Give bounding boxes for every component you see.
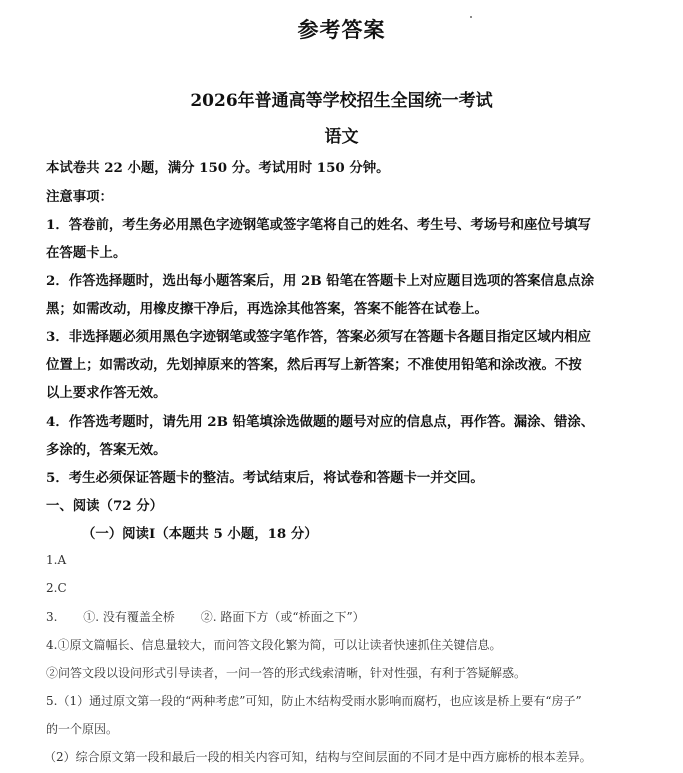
notice-5-line-1: 5．考生必须保证答题卡的整洁。考试结束后，将试卷和答题卡一并交回。 — [46, 470, 484, 486]
answer-5-line-3: （2）综合原文第一段和最后一段的相关内容可知，结构与空间层面的不同才是中西方廊桥的根本差异。 — [44, 750, 592, 764]
answer-4-line-1: 4.①原文篇幅长、信息量较大，而问答文段化繁为简，可以让读者快速抓住关键信息。 — [46, 638, 502, 652]
section-heading: 一、阅读（72 分） — [46, 498, 164, 514]
answer-4-line-2: ②问答文段以设问形式引导读者，一问一答的形式线索清晰，针对性强，有利于答疑解惑。 — [46, 666, 527, 680]
answer-5-line-2: 的一个原因。 — [46, 722, 119, 736]
notice-heading: 注意事项： — [46, 189, 113, 205]
answer-2: 2.C — [46, 581, 67, 595]
answer-3 — [46, 608, 365, 625]
answer-3-part-1: ①. 没有覆盖全桥 — [83, 610, 175, 624]
exam-summary: 本试卷共 22 小题，满分 150 分。考试用时 150 分钟。 — [46, 160, 390, 176]
subject-title: 语文 — [324, 127, 359, 147]
notice-3-line-2: 位置上；如需改动，先划掉原来的答案，然后再写上新答案；不准使用铅笔和涂改液。不按 — [46, 357, 582, 373]
notice-3-line-3: 以上要求作答无效。 — [46, 385, 167, 401]
exam-title: 2026年普通高等学校招生全国统一考试 — [190, 91, 493, 111]
notice-3-line-1: 3．非选择题必须用黑色字迹钢笔或签字笔作答，答案必须写在答题卡各题目指定区域内相应 — [46, 329, 591, 345]
notice-2-line-2: 黑；如需改动，用橡皮擦干净后，再选涂其他答案，答案不能答在试卷上。 — [46, 301, 488, 317]
notice-2-line-1: 2．作答选择题时，选出每小题答案后，用 2B 铅笔在答题卡上对应题目选项的答案信息点涂 — [46, 273, 595, 289]
notice-4-line-2: 多涂的，答案无效。 — [46, 442, 167, 458]
answer-title: 参考答案 — [297, 17, 386, 42]
subsection-heading: （一）阅读I（本题共 5 小题，18 分） — [82, 526, 318, 542]
answer-3-part-2: ②. 路面下方（或“桥面之下”） — [200, 610, 365, 624]
notice-1-line-1: 1．答卷前，考生务必用黑色字迹钢笔或签字笔将自己的姓名、考生号、考场号和座位号填写 — [46, 217, 591, 233]
answer-5-line-1: 5.（1）通过原文第一段的“两种考虑”可知，防止木结构受雨水影响而腐朽，也应该是桥上要有“房子” — [46, 694, 582, 708]
notice-1-line-2: 在答题卡上。 — [46, 245, 127, 261]
answer-3-number: 3. — [46, 610, 58, 624]
answer-1: 1.A — [46, 553, 67, 567]
notice-4-line-1: 4．作答选考题时，请先用 2B 铅笔填涂选做题的题号对应的信息点，再作答。漏涂、错涂、 — [46, 414, 595, 430]
